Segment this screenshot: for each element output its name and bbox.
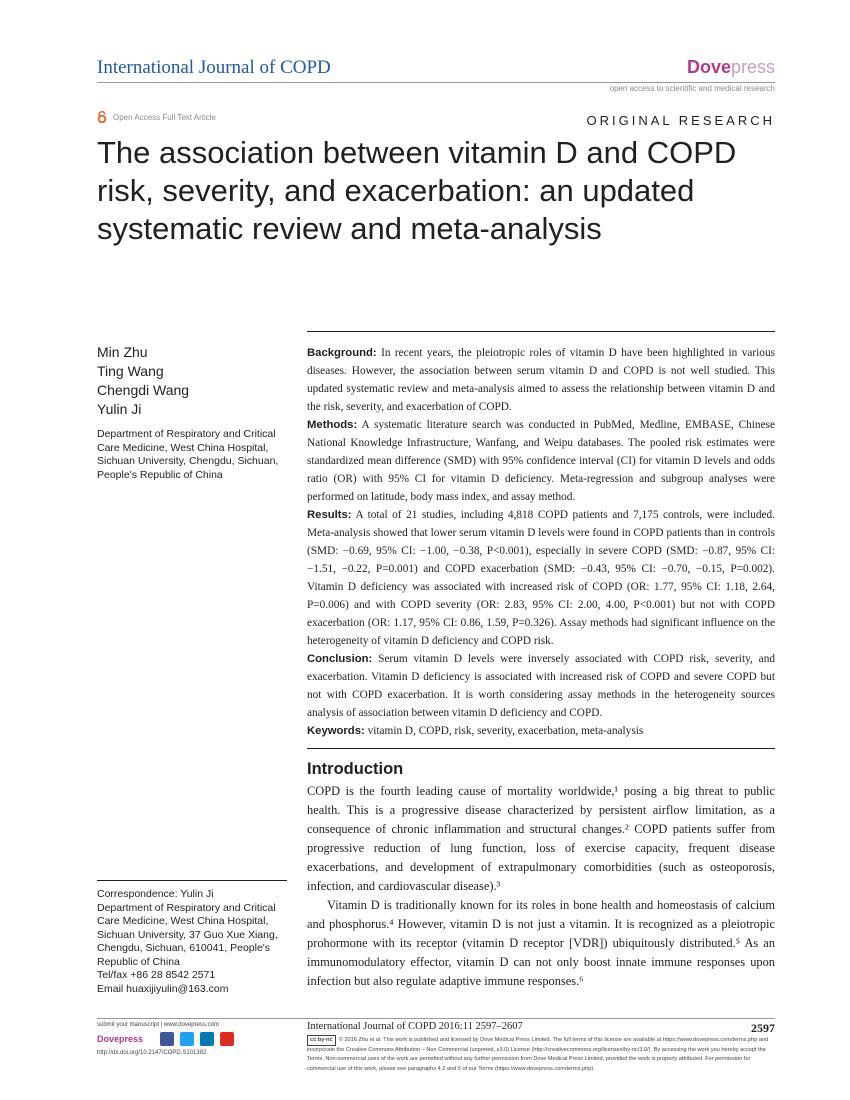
article-type: ORIGINAL RESEARCH: [586, 113, 775, 128]
author: Ting Wang: [97, 363, 164, 379]
dovepress-logo[interactable]: [687, 57, 775, 78]
footer-brand[interactable]: Dovepress: [97, 1034, 144, 1044]
abstract-keywords: [307, 722, 775, 740]
conclusion-text: Serum vitamin D levels were inversely associated with COPD risk, severity, and exacerbation. Vitamin D deficiency is associated with increased risk of COPD and severe COPD but not with COPD exacerbation. It is worth considering assay methods in the heterogeneity sources analysis of association between vitamin D deficiency and COPD.: [307, 653, 775, 719]
journal-name: International Journal of COPD: [97, 57, 331, 78]
author: Yulin Ji: [97, 401, 142, 417]
header-divider: [97, 82, 775, 83]
introduction-heading: Introduction: [307, 760, 404, 778]
methods-text: A systematic literature search was conducted in PubMed, Medline, EMBASE, Chinese National Knowledge Infrastructure, Wanfang, and Weipu databases. The pooled risk estimates were standardized mean difference (SMD) with 95% confidence interval (CI) for vitamin D levels and odds ratio (OR) with 95% CI for vitamin D deficiency. Meta-regression and subgroup analyses were performed on latitude, body mass index, and assay method.: [307, 419, 775, 503]
linkedin-icon[interactable]: [200, 1032, 214, 1046]
abstract-divider-bottom: [307, 748, 775, 749]
license-text: [307, 1035, 775, 1074]
author: Min Zhu: [97, 344, 148, 360]
correspondence: [97, 888, 292, 996]
article-title: The association between vitamin D and COPD risk, severity, and exacerbation: an updated systematic review and meta-analysis: [97, 135, 737, 246]
keywords-text: vitamin D, COPD, risk, severity, exacerbation, meta-analysis: [364, 725, 644, 737]
abstract-conclusion: [307, 650, 775, 722]
cc-license-badge[interactable]: cc by-nc: [307, 1035, 336, 1046]
background-label: Background:: [307, 347, 377, 359]
open-access-badge[interactable]: [97, 111, 216, 123]
footer-citation: International Journal of COPD 2016:11 2597–2607: [307, 1021, 523, 1032]
correspondence-email[interactable]: Email huaxijiyulin@163.com: [97, 982, 229, 995]
submit-manuscript-link[interactable]: submit your manuscript | www.dovepress.com: [97, 1022, 219, 1028]
footer-divider: [97, 1018, 775, 1019]
abstract-background: [307, 344, 775, 416]
results-label: Results:: [307, 509, 352, 521]
brand-main: Dove: [686, 57, 731, 77]
abstract: [307, 344, 775, 740]
open-access-label: Open Access Full Text Article: [113, 112, 217, 122]
brand-tagline: open access to scientific and medical research: [609, 84, 775, 93]
doi-link[interactable]: http://dx.doi.org/10.2147/COPD.S101382: [97, 1050, 207, 1056]
affiliation: Department of Respiratory and Critical Care Medicine, West China Hospital, Sichuan University, Chengdu, Sichuan, People's Republic of China: [97, 428, 279, 481]
correspondence-name: Correspondence: Yulin Ji: [97, 888, 214, 900]
facebook-icon[interactable]: [160, 1032, 174, 1046]
results-text: A total of 21 studies, including 4,818 COPD patients and 7,175 controls, were included. Meta-analysis showed that lower serum vitamin D levels were found in COPD patients than in controls (SMD: −0.69, 95% CI: −1.00, −0.38, P<0.001), especially in severe COPD (SMD: −0.87, 95% CI: −1.51, −0.22, P=0.001) and COPD exacerbation (SMD: −0.43, 95% CI: −0.70, −0.15, P=0.002). Vitamin D deficiency was associated with increased risk of COPD (OR: 1.77, 95% CI: 1.18, 2.64, P=0.006) and with COPD severity (OR: 2.83, 95% CI: 2.00, 4.00, P<0.001) but not with COPD exacerbation (OR: 1.17, 95% CI: 0.86, 1.59, P=0.326). Assay methods had significant influence on the heterogeneity of vitamin D deficiency and COPD risk.: [307, 509, 775, 647]
introduction-body: [307, 782, 775, 991]
background-text: In recent years, the pleiotropic roles of vitamin D have been highlighted in various diseases. However, the association between serum vitamin D and COPD is not well studied. This updated systematic review and meta-analysis aimed to assess the relationship between vitamin D and the risk, severity, and exacerbation of COPD.: [307, 347, 775, 413]
correspondence-divider: [97, 880, 287, 881]
methods-label: Methods:: [307, 419, 358, 431]
abstract-divider-top: [307, 331, 775, 332]
correspondence-address: Department of Respiratory and Critical Care Medicine, West China Hospital, Sichuan University, 37 Guo Xue Xiang, Chengdu, Sichuan, 610041, People's Republic of China: [97, 901, 278, 968]
introduction-paragraph: COPD is the fourth leading cause of mortality worldwide,¹ posing a big threat to public health. This is a progressive disease characterized by persistent airflow limitation, as a consequence of chronic inflammation and structural changes.² COPD patients suffer from progressive reduction of lung function, loss of exercise capacity, frequent disease exacerbations, and development of extrapulmonary comorbidities (such as osteoporosis, infection, and cardiovascular disease).³: [307, 784, 775, 893]
license-body: © 2016 Zhu et al. This work is published and licensed by Dove Medical Press Limited. The full terms of this license are available at https://www.dovepress.com/terms.php and incorporate the Creative Commons Attribution – Non Commercial (unported, v3.0) License (http://creativecommons.org/licenses/by-nc/3.0/). By accessing the work you hereby accept the Terms. Non-commercial uses of the work are permitted without any further permission from Dove Medical Press Limited, provided the work is properly attributed. For permission for commercial use of this work, please see paragraphs 4.2 and 5 of our Terms (https://www.dovepress.com/terms.php).: [307, 1037, 769, 1072]
youtube-icon[interactable]: [220, 1032, 234, 1046]
author: Chengdi Wang: [97, 382, 190, 398]
social-links: [160, 1032, 234, 1046]
keywords-label: Keywords:: [307, 725, 365, 737]
introduction-paragraph: Vitamin D is traditionally known for its roles in bone health and homeostasis of calcium and phosphorus.⁴ However, vitamin D is not just a vitamin. It is recognized as a pleiotropic prohormone with its receptor (vitamin D receptor [VDR]) ubiquitously distributed.⁵ As an immunomodulatory effector, vitamin D can not only boost innate immune responses upon infection but also regulate adaptive immune responses.⁶: [307, 898, 775, 988]
conclusion-label: Conclusion:: [307, 653, 373, 665]
abstract-results: [307, 506, 775, 650]
twitter-icon[interactable]: [180, 1032, 194, 1046]
abstract-methods: [307, 416, 775, 506]
author-list: [97, 343, 189, 419]
page-number: 2597: [751, 1021, 775, 1035]
correspondence-tel: Tel/fax +86 28 8542 2571: [97, 969, 216, 981]
open-access-icon: [97, 111, 107, 123]
brand-sub: press: [730, 57, 775, 77]
